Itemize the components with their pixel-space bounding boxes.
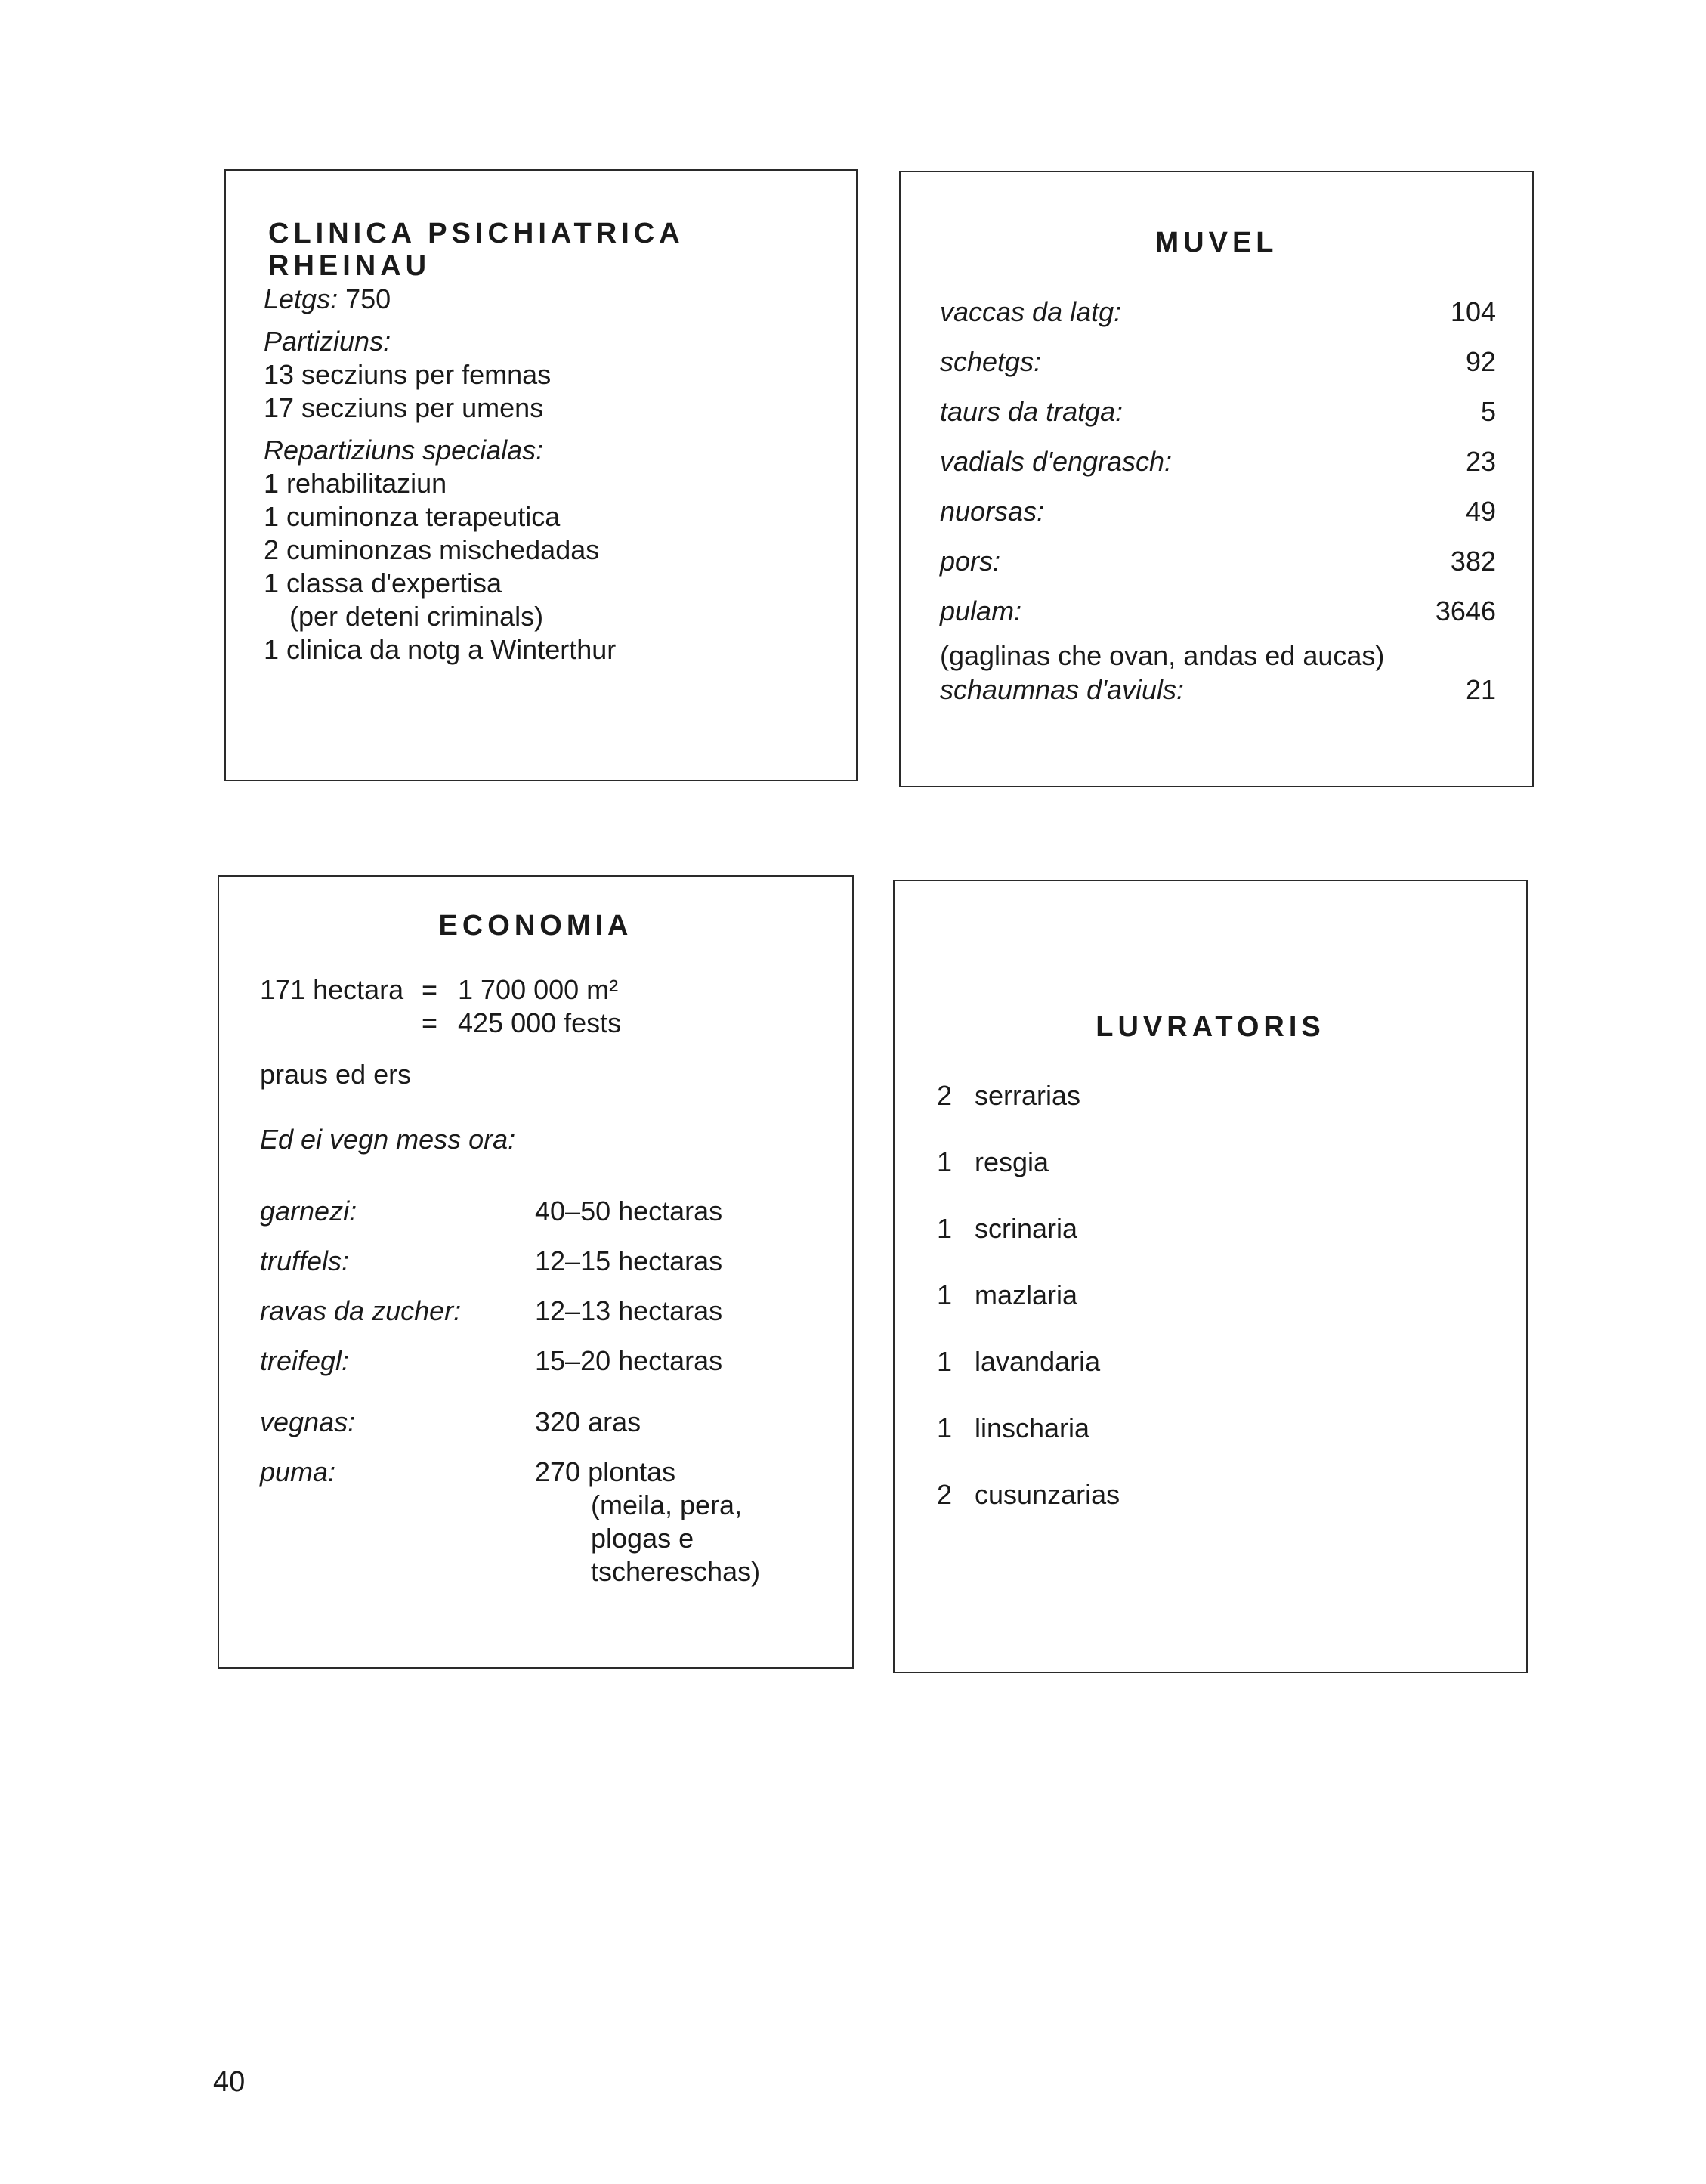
crop-row	[260, 1186, 804, 1236]
item-label: serrarias	[975, 1080, 1081, 1111]
vegnas-value: 320 aras	[535, 1406, 641, 1437]
luvratoris-item	[937, 1395, 1120, 1462]
muvel-label: nuorsas:	[940, 496, 1045, 527]
muvel-box	[899, 171, 1534, 787]
muvel-row	[940, 287, 1496, 337]
item-count: 1	[937, 1213, 953, 1244]
economia-title: ECONOMIA	[438, 910, 633, 942]
muvel-label: schetgs:	[940, 346, 1042, 377]
crop-label: treifegl:	[260, 1345, 350, 1376]
muvel-label: taurs da tratga:	[940, 396, 1123, 427]
muvel-row	[940, 537, 1496, 586]
partiziun-item: 13 secziuns per femnas	[264, 359, 552, 390]
muvel-value: 104	[1450, 296, 1496, 327]
letgs-label: Letgs:	[264, 283, 338, 314]
item-label: cusunzarias	[975, 1479, 1120, 1510]
page-number: 40	[213, 2066, 246, 2098]
muvel-value: 49	[1465, 496, 1496, 527]
vegnas-row	[260, 1406, 819, 1439]
puma-sub: (meila, pera,	[591, 1490, 743, 1520]
clinica-title: CLINICA PSICHIATRICA RHEINAU	[268, 218, 684, 282]
economia-box	[218, 875, 854, 1669]
puma-sub: plogas e	[591, 1523, 694, 1554]
repartiziuns-label: Repartiziuns specialas:	[264, 435, 544, 466]
muvel-row	[940, 387, 1496, 437]
luvratoris-item	[937, 1462, 1120, 1528]
crop-value: 15–20 hectaras	[535, 1345, 723, 1376]
muvel-label: pulam:	[940, 595, 1022, 626]
crop-label: ravas da zucher:	[260, 1295, 462, 1326]
puma-label: puma:	[260, 1456, 336, 1487]
muvel-row	[940, 337, 1496, 387]
muvel-value: 5	[1480, 396, 1496, 427]
hectara-m2: 1 700 000 m²	[458, 974, 619, 1005]
repartiziun-item: 1 cuminonza terapeutica	[264, 501, 561, 532]
item-count: 1	[937, 1412, 953, 1443]
repartiziun-item: 1 rehabilitaziun	[264, 468, 447, 499]
muvel-row	[940, 673, 1496, 707]
letgs-value: 750	[345, 283, 391, 314]
luvratoris-item	[937, 1329, 1120, 1395]
repartiziun-item: 1 classa d'expertisa	[264, 568, 502, 599]
crop-row	[260, 1286, 804, 1336]
puma-value: 270 plontas	[535, 1456, 676, 1487]
crop-row	[260, 1236, 804, 1286]
muvel-row	[940, 487, 1496, 537]
puma-row	[260, 1455, 819, 1589]
luvratoris-box	[893, 880, 1528, 1673]
crop-label: truffels:	[260, 1245, 350, 1276]
item-label: mazlaria	[975, 1279, 1078, 1310]
muvel-row	[940, 586, 1496, 636]
item-count: 1	[937, 1279, 953, 1310]
muvel-value: 92	[1465, 346, 1496, 377]
vegnas-label: vegnas:	[260, 1406, 356, 1437]
crop-label: garnezi:	[260, 1196, 357, 1227]
item-count: 1	[937, 1146, 953, 1177]
clinica-box	[224, 169, 858, 781]
hectara-block	[260, 973, 621, 1040]
partiziuns-label: Partiziuns:	[264, 326, 391, 357]
hectara-amount: 171 hectara	[260, 974, 404, 1005]
item-count: 2	[937, 1479, 953, 1510]
muvel-row	[940, 437, 1496, 487]
luvratoris-item	[937, 1262, 1120, 1329]
equals-sign: =	[422, 1007, 438, 1038]
muvel-note: (gaglinas che ovan, andas ed aucas)	[940, 640, 1385, 671]
luvratoris-item	[937, 1196, 1120, 1262]
item-label: scrinaria	[975, 1213, 1078, 1244]
muvel-label: schaumnas d'aviuls:	[940, 674, 1185, 705]
equals-sign: =	[422, 974, 438, 1005]
muvel-label: vaccas da latg:	[940, 296, 1122, 327]
muvel-value: 3646	[1435, 595, 1496, 626]
luvratoris-item	[937, 1063, 1120, 1129]
repartiziun-item: (per deteni criminals)	[289, 601, 544, 632]
luvratoris-title: LUVRATORIS	[1096, 1011, 1325, 1043]
puma-sub: tschereschas)	[591, 1556, 761, 1587]
crop-row	[260, 1336, 804, 1386]
crop-value: 12–13 hectaras	[535, 1295, 723, 1326]
muvel-title: MUVEL	[1154, 227, 1278, 258]
repartiziun-item: 1 clinica da notg a Winterthur	[264, 634, 617, 665]
intro-text: Ed ei vegn mess ora:	[260, 1124, 516, 1155]
muvel-label: vadials d'engrasch:	[940, 446, 1173, 477]
item-count: 2	[937, 1080, 953, 1111]
item-count: 1	[937, 1346, 953, 1377]
praus-text: praus ed ers	[260, 1059, 412, 1090]
item-label: linscharia	[975, 1412, 1090, 1443]
muvel-value: 382	[1450, 546, 1496, 577]
muvel-label: pors:	[940, 546, 1001, 577]
muvel-value: 21	[1465, 674, 1496, 705]
item-label: resgia	[975, 1146, 1049, 1177]
luvratoris-item	[937, 1129, 1120, 1196]
crop-value: 12–15 hectaras	[535, 1245, 723, 1276]
repartiziun-item: 2 cuminonzas mischedadas	[264, 534, 600, 565]
hectara-fests: 425 000 fests	[458, 1007, 622, 1038]
partiziun-item: 17 secziuns per umens	[264, 392, 544, 423]
crop-value: 40–50 hectaras	[535, 1196, 723, 1227]
muvel-value: 23	[1465, 446, 1496, 477]
item-label: lavandaria	[975, 1346, 1101, 1377]
